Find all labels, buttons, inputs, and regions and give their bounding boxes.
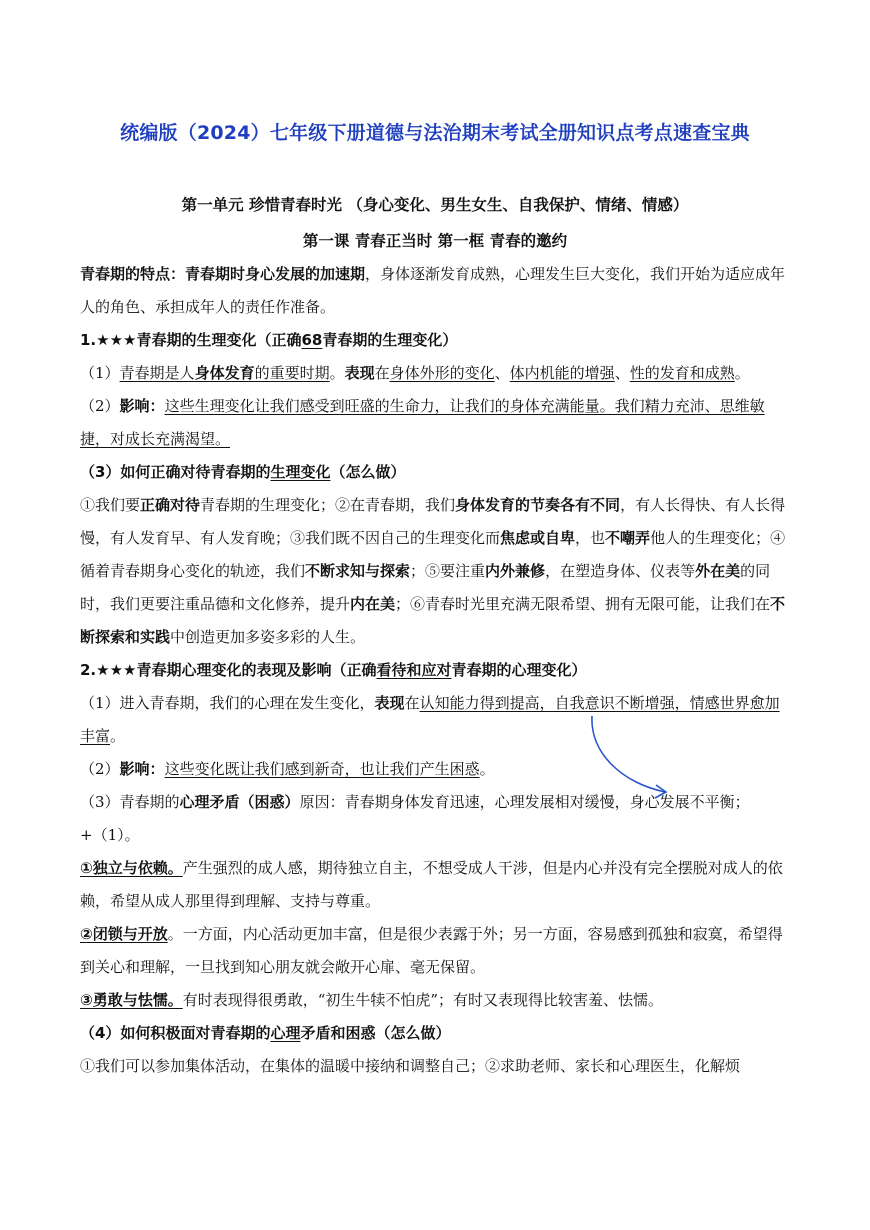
s2-p3-a: （3）青春期的 [80, 793, 180, 811]
s1-p1-b: 青春期是人 [119, 364, 195, 382]
s1-p4-t3: 青春期的生理变化；②在青春期，我们 [200, 496, 456, 514]
s2-title [80, 654, 792, 687]
s2-p1 [80, 687, 792, 753]
s1-p4-t15: 的同时，我们更要注重品德和文化修养，提升 [80, 562, 771, 613]
s1-p3-a: （3）如何正确对待青春期的 [80, 463, 271, 481]
s2-p1-c: 在 [404, 694, 420, 712]
s1-p4-t5: ，有人长得快、有人长得慢，有人发育早、有人发育晚；③我们既不因自己的生理变化而 [80, 496, 786, 547]
s2-p6-a: ③勇敢与怯懦。 [80, 991, 183, 1009]
s1-p4-t4: 身体发育的节奏各有不同 [455, 496, 621, 514]
s2-p7-b: 心理 [270, 1024, 301, 1042]
s1-p4-t19: 中创造更加多姿多彩的人生。 [170, 628, 366, 646]
s2-p2 [80, 753, 792, 786]
s1-p4-t17: ；⑥青春时光里充满无限希望、拥有无限可能，让我们在 [395, 595, 771, 613]
s1-p1-d: 的重要时期 [254, 364, 330, 382]
s1-p1-h: 身体外形的变化 [389, 364, 495, 382]
s2-p3 [80, 786, 792, 852]
s1-p4-t12: 内外兼修 [485, 562, 546, 580]
s1-p3-b: 生理变化 [270, 463, 331, 481]
lesson-heading: 第一课 青春正当时 第一框 青春的邀约 [302, 232, 568, 250]
s1-title [80, 324, 792, 357]
s1-p2-c: 这些生理变化让我们感受到旺盛的生命力，让我们的身体充满能量。我们精力充沛、思维敏捷，对成长充满渴望。 [80, 397, 765, 448]
s2-p5 [80, 918, 792, 984]
s2-p4 [80, 852, 792, 918]
s2-p1-a: （1）进入青春期，我们的心理在发生变化， [80, 694, 375, 712]
s2-p7-c: 矛盾和困惑（怎么做） [300, 1024, 451, 1042]
s1-p4-t14: 外在美 [695, 562, 741, 580]
s2-p4-a: ①独立与依赖。 [80, 859, 183, 877]
s1-p4-t7: ，也 [575, 529, 606, 547]
s2-p6-b: 有时表现得很勇敢，“初生牛犊不怕虎”；有时又表现得比较害羞、怯懦。 [182, 991, 664, 1009]
document-body [80, 258, 792, 1083]
s2-p3-b: 心理矛盾（困惑） [179, 793, 300, 811]
s1-title-num: 68 [301, 331, 323, 349]
intro-bold: 青春期时身心发展的加速期 [185, 265, 366, 283]
document-title: 统编版（2024）七年级下册道德与法治期末考试全册知识点考点速查宝典 [120, 122, 750, 144]
s1-p4 [80, 489, 792, 654]
s2-p3-c: 原因：青春期身体发育迅速，心理发展相对缓慢，身心发展不平衡；+（1）。 [80, 793, 750, 844]
s2-p7-a: （4）如何积极面对青春期的 [80, 1024, 271, 1042]
s2-title-c: 青春期的心理变化） [451, 661, 587, 679]
s2-p1-d: 认知能力得到提高，自我意识不断增强，情感世界愈加丰富 [80, 694, 780, 745]
s1-p1-m: 。 [734, 364, 750, 382]
s1-p2-b: 影响： [119, 397, 165, 415]
curved-arrow-icon [580, 712, 675, 812]
s1-p4-t13: ，在塑造身体、仪表等 [545, 562, 696, 580]
s1-p1-c: 身体发育 [194, 364, 255, 382]
s1-p1-l: 性的发育和成熟 [629, 364, 735, 382]
s2-p2-d: 。 [479, 760, 495, 778]
s1-title-a: 1.★★★青春期的生理变化（正确 [80, 331, 302, 349]
intro-rest: ，身体逐渐发育成熟，心理发生巨大变化，我们开始为适应成年人的角色、承担成年人的责任作准备。 [80, 265, 786, 316]
s1-p4-t9: 他人的生理变化；④循着青春期身心变化的轨迹，我们 [80, 529, 786, 580]
intro-paragraph [80, 258, 792, 324]
s1-p3 [80, 456, 792, 489]
s2-p8 [80, 1050, 792, 1083]
s2-p1-b: 表现 [374, 694, 405, 712]
s2-p2-a: （2） [80, 760, 120, 778]
s1-p4-t18: 不断探索和实践 [80, 595, 786, 646]
s1-p4-t6: 焦虑或自卑 [500, 529, 576, 547]
s2-p2-b: 影响： [119, 760, 165, 778]
s1-p1-g: 在 [374, 364, 390, 382]
s1-p4-t1: ①我们要 [80, 496, 141, 514]
s2-p6 [80, 984, 792, 1017]
s1-p2-a: （2） [80, 397, 120, 415]
s2-p7 [80, 1017, 792, 1050]
s1-p3-c: （怎么做） [330, 463, 406, 481]
s2-title-b: 看待和应对 [376, 661, 452, 679]
s1-p4-t2: 正确对待 [140, 496, 201, 514]
s1-p1-f: 表现 [344, 364, 375, 382]
s1-p4-t8: 不嘲弄 [605, 529, 651, 547]
s1-p1 [80, 357, 792, 390]
s1-p4-t11: ；⑤要注重 [410, 562, 486, 580]
s1-p1-k: 、 [614, 364, 630, 382]
s1-p1-e: 。 [329, 364, 345, 382]
s2-p5-a: ②闭锁与开放 [80, 925, 168, 943]
s2-title-a: 2.★★★青春期心理变化的表现及影响（正确 [80, 661, 377, 679]
s1-p4-t16: 内在美 [350, 595, 396, 613]
unit-heading: 第一单元 珍惜青春时光 （身心变化、男生女生、自我保护、情绪、情感） [181, 196, 689, 214]
s1-p1-j: 体内机能的增强 [509, 364, 615, 382]
s2-p8-a: ①我们可以参加集体活动，在集体的温暖中接纳和调整自己；②求助老师、家长和心理医生，化解烦 [80, 1057, 741, 1075]
s2-p5-b: 。一方面，内心活动更加丰富，但是很少表露于外；另一方面，容易感到孤独和寂寞，希望得到关心和理解，一旦找到知心朋友就会敞开心扉、毫无保留。 [80, 925, 783, 976]
s1-p1-i: 、 [494, 364, 510, 382]
s2-p4-b: 产生强烈的成人感，期待独立自主，不想受成人干涉，但是内心并没有完全摆脱对成人的依赖，希望从成人那里得到理解、支持与尊重。 [80, 859, 783, 910]
s2-p2-c: 这些变化既让我们感到新奇，也让我们产生困惑 [164, 760, 480, 778]
intro-label: 青春期的特点： [80, 265, 186, 283]
s1-title-b: 青春期的生理变化） [322, 331, 458, 349]
s1-p2 [80, 390, 792, 456]
s1-p1-a: （1） [80, 364, 120, 382]
s1-p4-t10: 不断求知与探索 [305, 562, 411, 580]
s2-p1-e: 。 [110, 727, 126, 745]
